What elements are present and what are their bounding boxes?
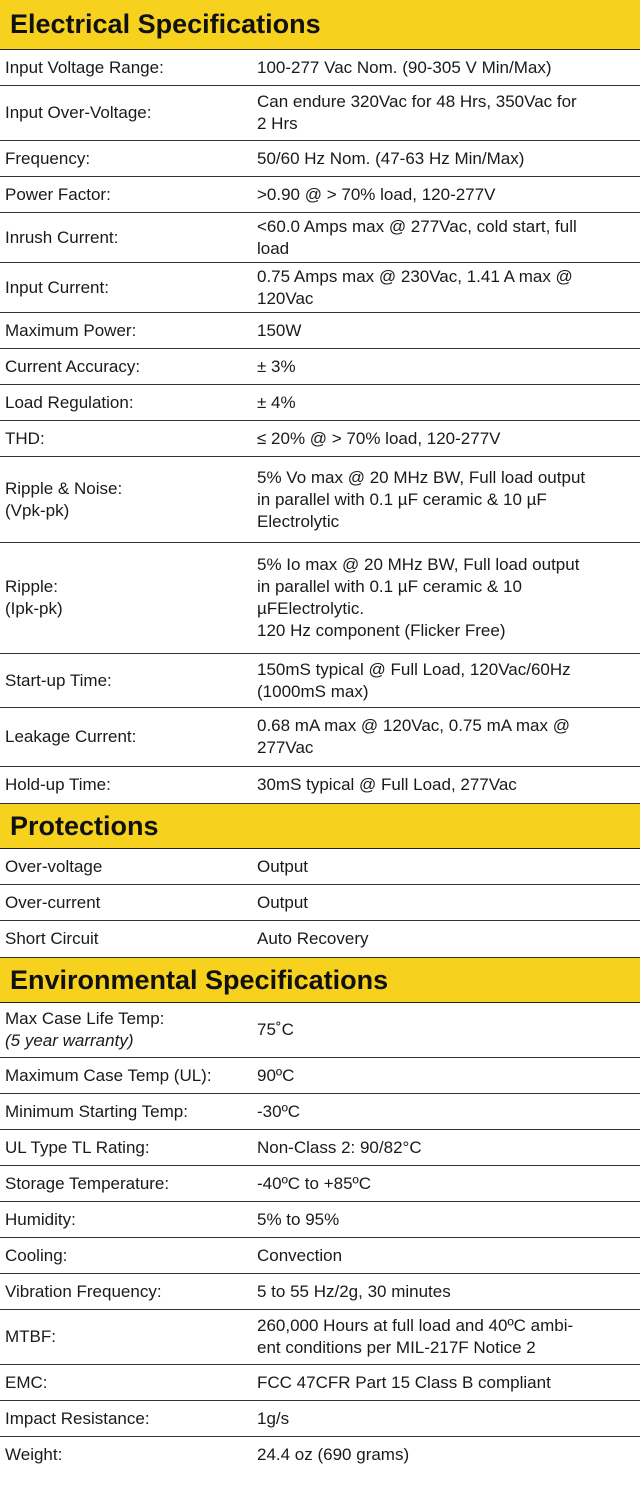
label-main: Max Case Life Temp: — [5, 1009, 165, 1028]
row-label: Load Regulation: — [5, 392, 134, 412]
table-row — [0, 1003, 640, 1058]
section-title: Electrical Specifications — [10, 9, 321, 39]
table-row — [0, 50, 640, 86]
table-row — [0, 86, 640, 141]
row-value: -30ºC — [257, 1101, 301, 1121]
table-row — [0, 885, 640, 921]
row-label: Weight: — [5, 1445, 63, 1464]
row-label: Cooling: — [5, 1245, 68, 1265]
row-value: 0.68 mA max @ 120Vac, 0.75 mA max @ 277Vac — [257, 716, 570, 757]
row-label: Ripple: (Ipk-pk) — [5, 577, 63, 618]
table-row — [0, 1401, 640, 1437]
row-label: Start-up Time: — [5, 670, 112, 690]
row-value: 24.4 oz (690 grams) — [257, 1445, 410, 1464]
row-value: ± 4% — [257, 392, 296, 412]
table-row — [0, 313, 640, 349]
row-label: UL Type TL Rating: — [5, 1137, 150, 1157]
table-row — [0, 141, 640, 177]
row-label: Leakage Current: — [5, 727, 137, 746]
section-header-protections — [0, 804, 640, 849]
table-row — [0, 1130, 640, 1166]
row-value: >0.90 @ > 70% load, 120-277V — [257, 184, 496, 204]
table-row — [0, 1238, 640, 1274]
row-label: Minimum Starting Temp: — [5, 1101, 188, 1121]
row-label: Input Over-Voltage: — [5, 103, 152, 122]
row-value: 5% Io max @ 20 MHz BW, Full load output in parallel with 0.1 µF ceramic & 10 µFElectrolytic. 120 Hz component (Flicker Free) — [257, 555, 580, 640]
row-label: Vibration Frequency: — [5, 1281, 162, 1301]
row-value: Non-Class 2: 90/82°C — [257, 1137, 422, 1157]
table-row — [0, 543, 640, 654]
table-row — [0, 1437, 640, 1473]
row-label: Power Factor: — [5, 184, 111, 204]
row-value: 150W — [257, 320, 302, 340]
protections-table — [0, 849, 640, 958]
row-value: 150mS typical @ Full Load, 120Vac/60Hz (1000mS max) — [257, 659, 571, 701]
row-label: MTBF: — [5, 1327, 56, 1346]
row-label: Inrush Current: — [5, 227, 119, 247]
row-value: ≤ 20% @ > 70% load, 120-277V — [257, 428, 501, 448]
row-value: Convection — [257, 1245, 343, 1265]
row-value: 100-277 Vac Nom. (90-305 V Min/Max) — [257, 57, 552, 77]
row-label: Ripple & Noise: (Vpk-pk) — [5, 478, 123, 520]
row-label: Impact Resistance: — [5, 1408, 150, 1428]
table-row — [0, 177, 640, 213]
row-value: 5% Vo max @ 20 MHz BW, Full load output in parallel with 0.1 µF ceramic & 10 µF Electrolytic — [257, 467, 586, 531]
row-value: <60.0 Amps max @ 277Vac, cold start, full load — [257, 216, 577, 258]
row-value: 90ºC — [257, 1065, 295, 1085]
table-row — [0, 421, 640, 457]
row-value: FCC 47CFR Part 15 Class B compliant — [257, 1372, 551, 1392]
row-label: Over-voltage — [5, 856, 103, 876]
row-value: Can endure 320Vac for 48 Hrs, 350Vac for 2 Hrs — [257, 92, 577, 133]
row-value: 5 to 55 Hz/2g, 30 minutes — [257, 1281, 451, 1301]
table-row — [0, 457, 640, 543]
row-label: Maximum Power: — [5, 320, 137, 340]
row-value: Auto Recovery — [257, 929, 369, 948]
table-row — [0, 263, 640, 313]
row-label: THD: — [5, 428, 45, 448]
row-label: Humidity: — [5, 1209, 76, 1229]
section-header-electrical — [0, 0, 640, 50]
table-row — [0, 1310, 640, 1365]
row-label: Input Voltage Range: — [5, 57, 164, 77]
row-label: Current Accuracy: — [5, 356, 141, 376]
row-value: 0.75 Amps max @ 230Vac, 1.41 A max @ 120Vac — [257, 266, 573, 308]
row-value: 260,000 Hours at full load and 40ºC ambi- ent conditions per MIL-217F Notice 2 — [257, 1316, 574, 1357]
row-value: 1g/s — [257, 1408, 290, 1428]
row-label: Frequency: — [5, 148, 91, 168]
table-row — [0, 921, 640, 958]
table-row — [0, 1202, 640, 1238]
label-note: (5 year warranty) — [5, 1031, 134, 1050]
row-label: Short Circuit — [5, 929, 99, 948]
section-header-environmental — [0, 958, 640, 1003]
table-row — [0, 708, 640, 767]
section-title: Environmental Specifications — [10, 964, 389, 995]
row-value: 30mS typical @ Full Load, 277Vac — [257, 775, 517, 794]
environmental-table — [0, 1003, 640, 1473]
table-row — [0, 654, 640, 708]
row-value: Output — [257, 892, 309, 912]
table-row — [0, 1094, 640, 1130]
row-label: Hold-up Time: — [5, 775, 111, 794]
table-row — [0, 213, 640, 263]
table-row — [0, 1274, 640, 1310]
row-label: EMC: — [5, 1372, 48, 1392]
row-value: 5% to 95% — [257, 1209, 340, 1229]
electrical-table — [0, 50, 640, 804]
row-value: -40ºC to +85ºC — [257, 1173, 372, 1193]
table-row — [0, 349, 640, 385]
table-row — [0, 1365, 640, 1401]
row-value: ± 3% — [257, 356, 296, 376]
table-row — [0, 849, 640, 885]
row-label: Input Current: — [5, 277, 109, 297]
table-row — [0, 767, 640, 804]
row-value: Output — [257, 856, 309, 876]
row-value: 50/60 Hz Nom. (47-63 Hz Min/Max) — [257, 148, 525, 168]
table-row — [0, 1058, 640, 1094]
table-row — [0, 1166, 640, 1202]
table-row — [0, 385, 640, 421]
row-label — [0, 1003, 252, 1057]
row-label: Storage Temperature: — [5, 1173, 170, 1193]
row-label: Maximum Case Temp (UL): — [5, 1065, 212, 1085]
row-label: Over-current — [5, 892, 101, 912]
row-value: 75˚C — [257, 1020, 294, 1039]
section-title: Protections — [10, 810, 159, 841]
